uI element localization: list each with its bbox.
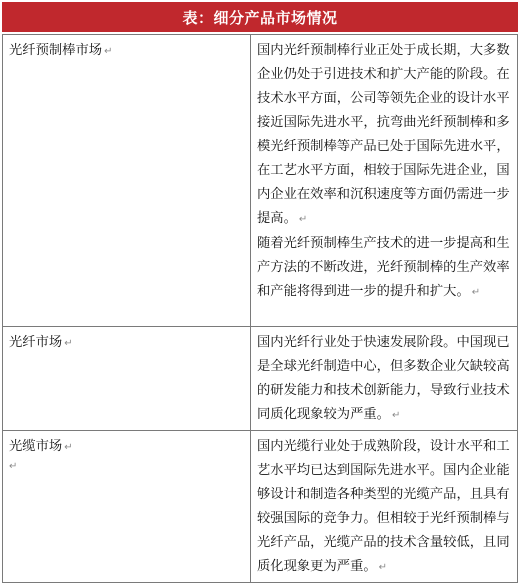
paragraph-mark-icon: ↵ bbox=[471, 287, 481, 298]
paragraph-mark-icon: ↵ bbox=[378, 562, 388, 573]
table-row bbox=[3, 35, 518, 327]
market-table bbox=[2, 34, 518, 583]
paragraph-mark-icon: ↵ bbox=[9, 461, 18, 472]
row-label: 光缆市场 bbox=[9, 439, 63, 454]
row-description-cell bbox=[251, 327, 518, 431]
row-label: 光纤预制棒市场 bbox=[9, 43, 103, 58]
paragraph-mark-icon: ↵ bbox=[104, 46, 113, 57]
paragraph-mark-icon: ↵ bbox=[298, 214, 308, 225]
row-description-cell bbox=[251, 35, 518, 327]
paragraph-mark-icon: ↵ bbox=[64, 338, 73, 349]
description-text: 随着光纤预制棒生产技术的进一步提高和生产方法的不断改进，光纤预制棒的生产效率和产能将得到进一步的提升和扩大。 bbox=[257, 236, 510, 299]
description-text: 国内光纤行业处于快速发展阶段。中国现已是全球光纤制造中心，但多数企业欠缺较高的研发能力和技术创新能力，导致行业技术同质化现象较为严重。 bbox=[257, 335, 510, 422]
row-label-cell bbox=[3, 35, 251, 327]
row-label: 光纤市场 bbox=[9, 335, 63, 350]
table-title: 表：细分产品市场情况 bbox=[2, 2, 518, 32]
table-row bbox=[3, 431, 518, 583]
paragraph-mark-icon: ↵ bbox=[64, 442, 73, 453]
description-text: 国内光纤预制棒行业正处于成长期，大多数企业仍处于引进技术和扩大产能的阶段。在技术水平方面，公司等领先企业的设计水平接近国际先进水平，抗弯曲光纤预制棒和多模光纤预制棒等产品已处于国际先进水平，在工艺水平方面，相较于国际先进企业，国内企业在效率和沉积速度等方面仍需进一步提高。 bbox=[257, 43, 510, 226]
description-text: 国内光缆行业处于成熟阶段，设计水平和工艺水平均已达到国际先进水平。国内企业能够设计和制造各种类型的光缆产品，且具有较强国际的竞争力。但相较于光纤预制棒与光纤产品，光缆产品的技术含量较低，且同质化现象更为严重。 bbox=[257, 439, 510, 574]
row-label-cell bbox=[3, 431, 251, 583]
row-label-cell bbox=[3, 327, 251, 431]
table-row bbox=[3, 327, 518, 431]
paragraph-mark-icon: ↵ bbox=[391, 410, 401, 421]
row-description-cell bbox=[251, 431, 518, 583]
